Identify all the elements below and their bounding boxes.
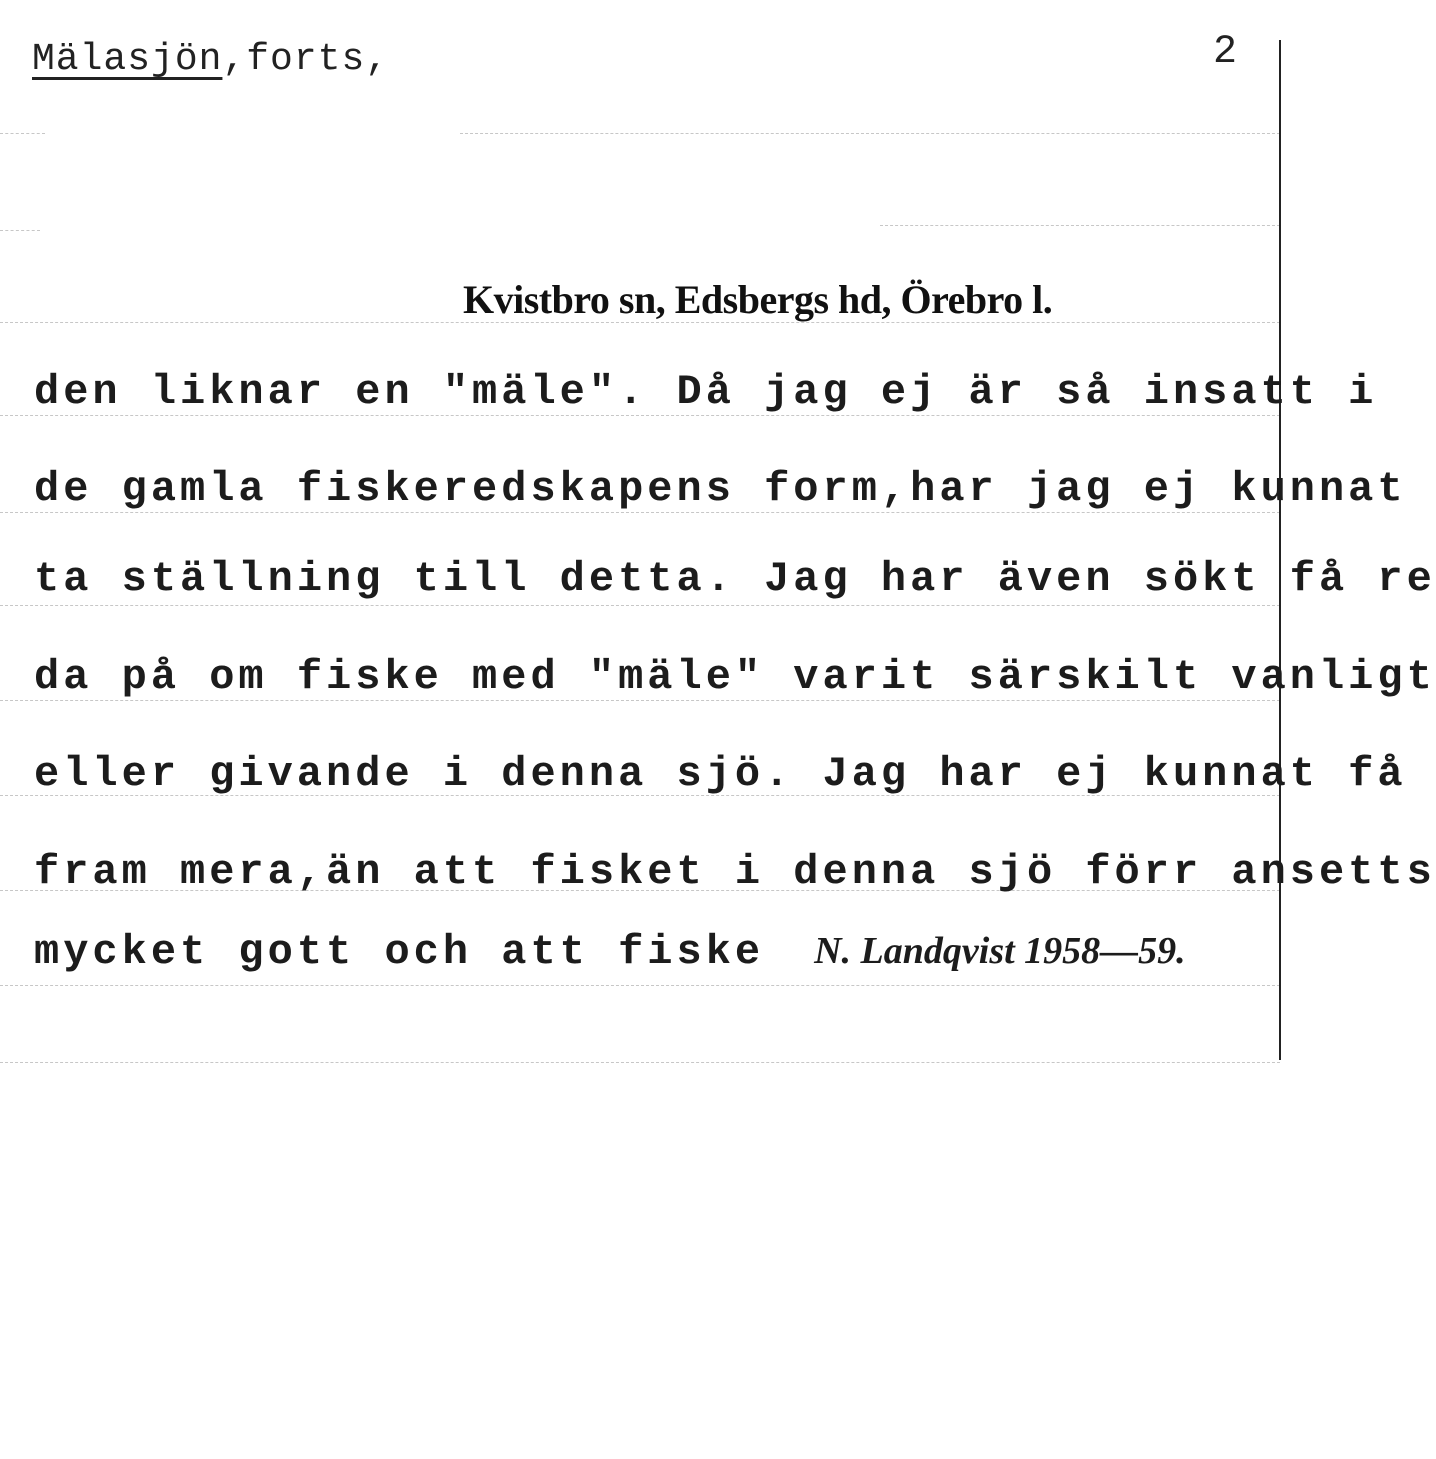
text-line-1: den liknar en "mäle". Då jag ej är så insatt i [34, 368, 1378, 416]
text-line-3: ta ställning till detta. Jag har även sökt få re [34, 555, 1436, 603]
ruled-line [0, 1062, 1280, 1063]
ruled-line [880, 225, 1280, 226]
text-line-4: da på om fiske med "mäle" varit särskilt vanligt [34, 653, 1436, 701]
ruled-line [0, 230, 40, 231]
author-signature-stamp: N. Landqvist 1958—59. [814, 930, 1186, 972]
ruled-line [0, 985, 1280, 986]
ruled-line [0, 605, 1280, 606]
page-number: 2 [1213, 30, 1238, 75]
heading-continuation: ,forts, [222, 38, 390, 81]
card-right-edge [1279, 40, 1281, 1060]
ruled-line [0, 133, 45, 134]
text-line-7 [34, 928, 1280, 976]
text-line-2: de gamla fiskeredskapens form,har jag ej kunnat [34, 465, 1407, 513]
text-line-5: eller givande i denna sjö. Jag har ej kunnat få [34, 750, 1407, 798]
lake-name: Mälasjön [32, 38, 223, 81]
last-line-text: mycket gott och att fiske [34, 928, 765, 976]
text-line-6: fram mera,än att fisket i denna sjö förr ansetts [34, 848, 1436, 896]
card-heading [32, 38, 389, 81]
ruled-line [460, 133, 1280, 134]
location-stamp: Kvistbro sn, Edsbergs hd, Örebro l. [463, 277, 1053, 322]
